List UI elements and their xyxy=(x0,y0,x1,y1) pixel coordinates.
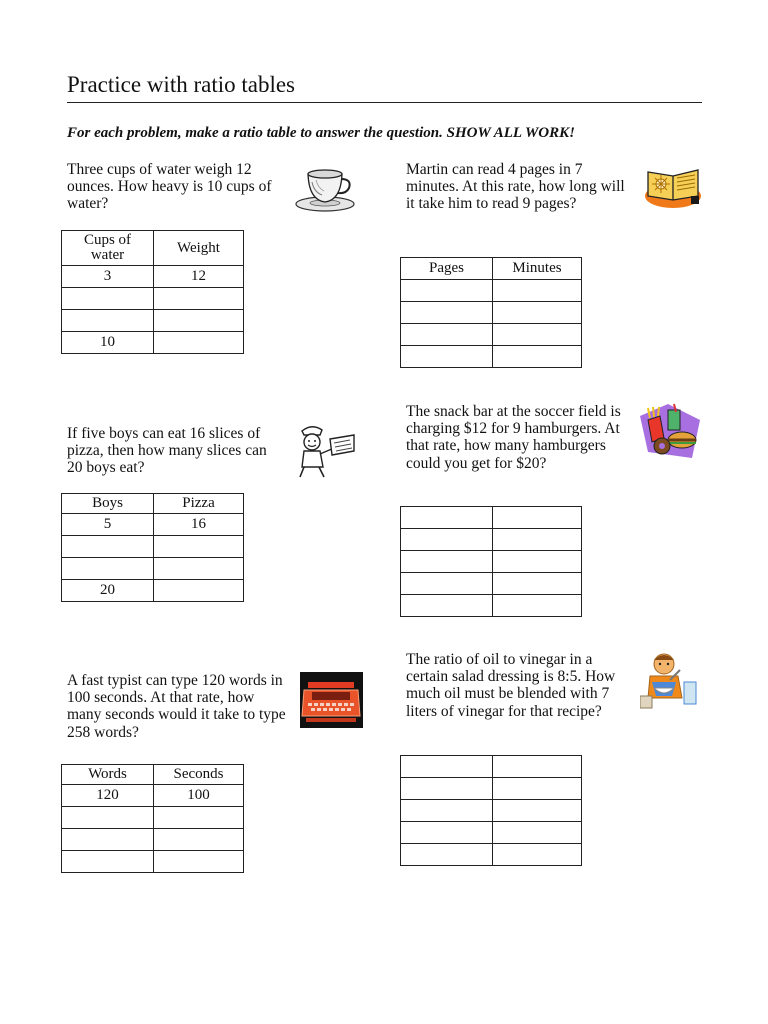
table-cell[interactable] xyxy=(62,558,154,580)
table-cell[interactable] xyxy=(62,807,154,829)
column-header[interactable] xyxy=(401,507,493,529)
column-header: Seconds xyxy=(154,765,244,785)
table-cell[interactable] xyxy=(493,529,582,551)
table-cell[interactable] xyxy=(154,536,244,558)
teacup-icon xyxy=(294,164,358,214)
table-cell[interactable] xyxy=(62,288,154,310)
problem-1-ratio-table xyxy=(61,230,244,354)
column-header: Minutes xyxy=(493,258,582,280)
table-cell[interactable] xyxy=(401,595,493,617)
chef-mixing-icon xyxy=(640,652,700,712)
table-cell[interactable] xyxy=(62,310,154,332)
table-cell[interactable] xyxy=(493,280,582,302)
table-cell[interactable] xyxy=(154,332,244,354)
table-cell[interactable] xyxy=(62,536,154,558)
table-cell[interactable] xyxy=(401,778,493,800)
table-cell[interactable] xyxy=(493,551,582,573)
table-cell[interactable] xyxy=(493,302,582,324)
column-header: Boys xyxy=(62,494,154,514)
table-cell[interactable] xyxy=(154,829,244,851)
table-cell[interactable] xyxy=(154,310,244,332)
table-cell[interactable] xyxy=(154,580,244,602)
table-cell[interactable]: 16 xyxy=(154,514,244,536)
table-cell[interactable] xyxy=(401,302,493,324)
column-header: Pages xyxy=(401,258,493,280)
pizza-delivery-icon xyxy=(294,423,358,479)
table-cell[interactable] xyxy=(401,529,493,551)
table-cell[interactable] xyxy=(401,280,493,302)
problem-3-ratio-table xyxy=(61,493,244,602)
problem-4-ratio-table xyxy=(400,506,582,617)
page-title: Practice with ratio tables xyxy=(67,72,296,97)
table-cell[interactable] xyxy=(493,800,582,822)
problem-6-ratio-table xyxy=(400,755,582,866)
table-cell[interactable] xyxy=(401,844,493,866)
table-cell[interactable] xyxy=(154,851,244,873)
table-cell[interactable]: 100 xyxy=(154,785,244,807)
problem-5-question: A fast typist can type 120 words in 100 seconds. At that rate, how many seconds would it take to type 258 words? xyxy=(67,672,286,741)
table-cell[interactable]: 20 xyxy=(62,580,154,602)
table-cell[interactable] xyxy=(401,346,493,368)
table-cell[interactable] xyxy=(493,844,582,866)
problem-2-question: Martin can read 4 pages in 7 minutes. At this rate, how long will it take him to read 9 pages? xyxy=(406,161,625,213)
table-cell[interactable] xyxy=(493,324,582,346)
problem-2-ratio-table xyxy=(400,257,582,368)
table-cell[interactable] xyxy=(493,595,582,617)
table-cell[interactable]: 5 xyxy=(62,514,154,536)
table-cell[interactable] xyxy=(154,558,244,580)
table-cell[interactable] xyxy=(62,851,154,873)
snack-food-icon xyxy=(638,402,702,460)
table-cell[interactable]: 10 xyxy=(62,332,154,354)
column-header[interactable] xyxy=(401,756,493,778)
table-cell[interactable] xyxy=(401,822,493,844)
table-cell[interactable]: 3 xyxy=(62,266,154,288)
problem-6-question: The ratio of oil to vinegar in a certain salad dressing is 8:5. How much oil must be blended with 7 liters of vinegar for that recipe? xyxy=(406,651,616,720)
column-header[interactable] xyxy=(493,507,582,529)
problem-5-ratio-table xyxy=(61,764,244,873)
table-cell[interactable]: 12 xyxy=(154,266,244,288)
column-header: Cups of water xyxy=(62,231,154,266)
problem-1-question: Three cups of water weigh 12 ounces. How heavy is 10 cups of water? xyxy=(67,161,272,213)
table-cell[interactable] xyxy=(493,778,582,800)
table-cell[interactable]: 120 xyxy=(62,785,154,807)
column-header: Words xyxy=(62,765,154,785)
table-cell[interactable] xyxy=(493,346,582,368)
column-header: Pizza xyxy=(154,494,244,514)
title-underline xyxy=(67,102,702,103)
open-book-icon xyxy=(643,160,703,210)
typewriter-icon xyxy=(300,672,363,728)
table-cell[interactable] xyxy=(493,822,582,844)
table-cell[interactable] xyxy=(154,288,244,310)
column-header[interactable] xyxy=(493,756,582,778)
column-header: Weight xyxy=(154,231,244,266)
instructions: For each problem, make a ratio table to answer the question. SHOW ALL WORK! xyxy=(67,125,575,141)
table-cell[interactable] xyxy=(401,573,493,595)
table-cell[interactable] xyxy=(401,324,493,346)
problem-4-question: The snack bar at the soccer field is charging $12 for 9 hamburgers. At that rate, how many hamburgers could you get for $20? xyxy=(406,403,621,472)
table-cell[interactable] xyxy=(401,800,493,822)
problem-3-question: If five boys can eat 16 slices of pizza, then how many slices can 20 boys eat? xyxy=(67,425,267,477)
table-cell[interactable] xyxy=(401,551,493,573)
table-cell[interactable] xyxy=(62,829,154,851)
table-cell[interactable] xyxy=(154,807,244,829)
table-cell[interactable] xyxy=(493,573,582,595)
